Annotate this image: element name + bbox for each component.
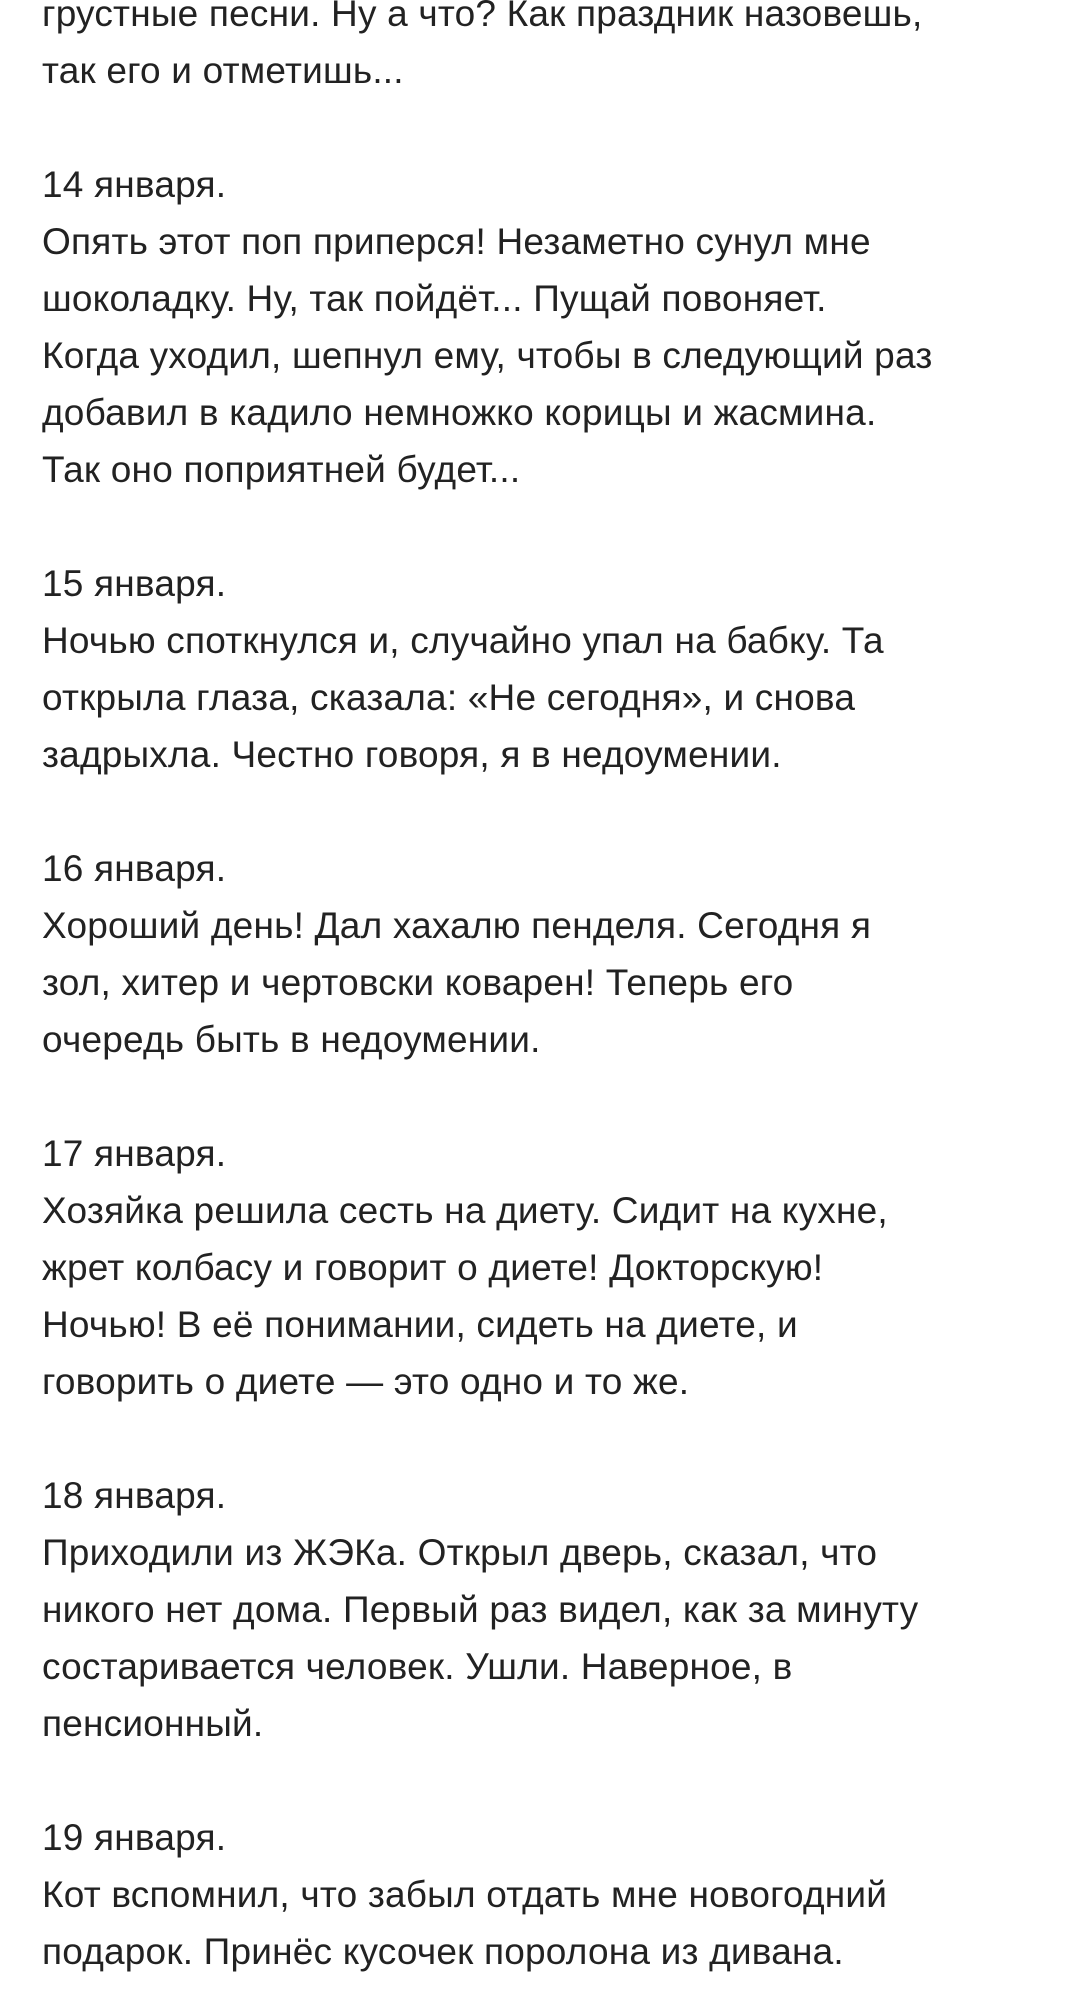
- entry-date: 15 января.: [42, 563, 227, 604]
- entry-text-line: Так оно поприятней будет...: [42, 449, 521, 490]
- paragraph-gap: [42, 498, 1052, 555]
- paragraph-gap: [42, 1068, 1052, 1125]
- entry-text-line: очередь быть в недоумении.: [42, 1019, 541, 1060]
- entry-text-line: зол, хитер и чертовски коварен! Теперь его: [42, 962, 794, 1003]
- entry-text-line: Хороший день! Дал хахалю пенделя. Сегодня я: [42, 905, 872, 946]
- intro-line: так его и отметишь...: [42, 50, 404, 91]
- paragraph-gap: [42, 99, 1052, 156]
- entry-text-line: пенсионный.: [42, 1703, 264, 1744]
- entry-date: 17 января.: [42, 1133, 227, 1174]
- entry-text-line: жрет колбасу и говорит о диете! Докторскую!: [42, 1247, 824, 1288]
- paragraph-gap: [42, 783, 1052, 840]
- entry-text-line: задрыхла. Честно говоря, я в недоумении.: [42, 734, 782, 775]
- entry-date: 14 января.: [42, 164, 227, 205]
- intro-line: грустные песни. Ну а что? Как праздник назовешь,: [42, 0, 923, 34]
- paragraph-gap: [42, 1752, 1052, 1809]
- entry-text-line: шоколадку. Ну, так пойдёт... Пущай повоняет.: [42, 278, 827, 319]
- entry-text-line: Когда уходил, шепнул ему, чтобы в следующий раз: [42, 335, 933, 376]
- article-body: [42, 0, 1052, 1980]
- entry-text-line: открыла глаза, сказала: «Не сегодня», и снова: [42, 677, 856, 718]
- entry-date: 16 января.: [42, 848, 227, 889]
- entry-text-line: Опять этот поп приперся! Незаметно сунул мне: [42, 221, 871, 262]
- entry-text-line: состаривается человек. Ушли. Наверное, в: [42, 1646, 793, 1687]
- entry-text-line: говорить о диете — это одно и то же.: [42, 1361, 690, 1402]
- entry-text-line: Приходили из ЖЭКа. Открыл дверь, сказал, что: [42, 1532, 878, 1573]
- entry-date: 18 января.: [42, 1475, 227, 1516]
- entry-text-line: добавил в кадило немножко корицы и жасмина.: [42, 392, 877, 433]
- entry-text-line: подарок. Принёс кусочек поролона из дивана.: [42, 1931, 844, 1972]
- entry-text-line: Ночью! В её понимании, сидеть на диете, и: [42, 1304, 798, 1345]
- entry-text-line: Хозяйка решила сесть на диету. Сидит на кухне,: [42, 1190, 888, 1231]
- entry-text-line: Кот вспомнил, что забыл отдать мне новогодний: [42, 1874, 888, 1915]
- paragraph-gap: [42, 1410, 1052, 1467]
- entry-date: 19 января.: [42, 1817, 227, 1858]
- entry-text-line: Ночью споткнулся и, случайно упал на бабку. Та: [42, 620, 884, 661]
- entry-text-line: никого нет дома. Первый раз видел, как за минуту: [42, 1589, 919, 1630]
